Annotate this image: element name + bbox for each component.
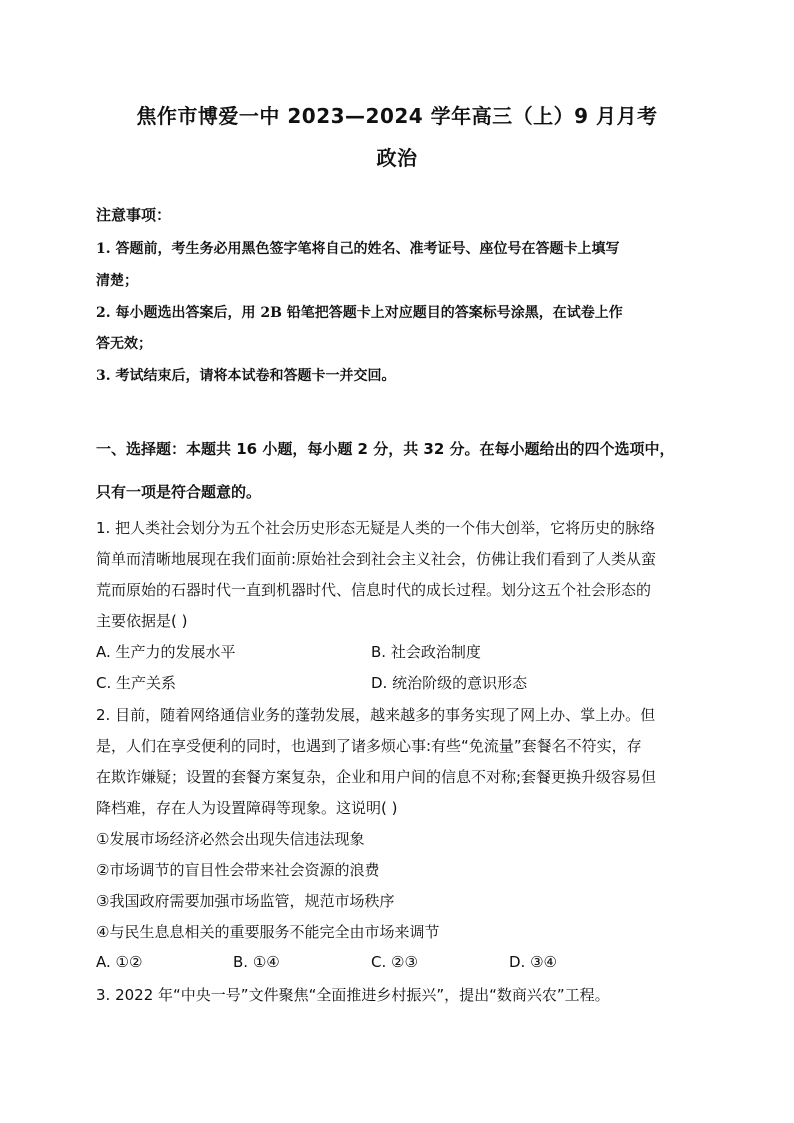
question-1-text: 简单而清晰地展现在我们面前:原始社会到社会主义社会，仿佛让我们看到了人类从蛮: [96, 550, 657, 568]
q1-option-c: C. 生产关系: [96, 674, 177, 692]
q2-statement: ①发展市场经济必然会出现失信违法现象: [96, 830, 365, 848]
q2-statement: ④与民生息息相关的重要服务不能完全由市场来调节: [96, 923, 440, 941]
question-2-text: 是，人们在享受便利的同时，也遇到了诸多烦心事:有些“免流量”套餐名不符实，存: [96, 737, 642, 755]
subject-title: 政治: [376, 146, 418, 170]
q2-option-c: C. ②③: [371, 953, 418, 971]
question-1-text: 主要依据是( ): [96, 612, 188, 630]
notice-line: 答无效；: [96, 336, 152, 352]
exam-title: 焦作市博爱一中 2023—2024 学年高三（上）9 月月考: [136, 104, 658, 128]
section-instructions: 一、选择题：本题共 16 小题，每小题 2 分，共 32 分。在每小题给出的四个选项中，: [96, 440, 675, 458]
q2-statement: ③我国政府需要加强市场监管，规范市场秩序: [96, 892, 395, 910]
notice-line: 清楚；: [96, 273, 138, 289]
q1-option-d: D. 统治阶级的意识形态: [371, 674, 528, 692]
q2-statement: ②市场调节的盲目性会带来社会资源的浪费: [96, 861, 380, 879]
question-2-text: 在欺诈嫌疑；设置的套餐方案复杂，企业和用户间的信息不对称;套餐更换升级容易但: [96, 768, 657, 786]
q1-option-b: B. 社会政治制度: [371, 643, 481, 661]
notice-line: 2. 每小题选出答案后，用 2B 铅笔把答题卡上对应题目的答案标号涂黑，在试卷上作: [96, 305, 623, 321]
question-2-text: 2. 目前，随着网络通信业务的蓬勃发展，越来越多的事务实现了网上办、掌上办。但: [96, 706, 656, 724]
notice-line: 3. 考试结束后，请将本试卷和答题卡一并交回。: [96, 368, 396, 384]
question-3-text: 3. 2022 年“中央一号”文件聚焦“全面推进乡村振兴”，提出“数商兴农”工程。: [96, 986, 610, 1004]
q1-option-a: A. 生产力的发展水平: [96, 643, 236, 661]
notice-line: 1. 答题前，考生务必用黑色签字笔将自己的姓名、准考证号、座位号在答题卡上填写: [96, 241, 620, 257]
question-1-text: 荒而原始的石器时代一直到机器时代、信息时代的成长过程。划分这五个社会形态的: [96, 581, 652, 599]
question-1-text: 1. 把人类社会划分为五个社会历史形态无疑是人类的一个伟大创举，它将历史的脉络: [96, 519, 656, 537]
notice-heading: 注意事项：: [96, 206, 172, 224]
question-2-text: 降档难，存在人为设置障碍等现象。这说明( ): [96, 799, 398, 817]
q2-option-b: B. ①④: [233, 953, 280, 971]
q2-option-d: D. ③④: [509, 953, 557, 971]
section-instructions: 只有一项是符合题意的。: [96, 483, 262, 501]
q2-option-a: A. ①②: [96, 953, 143, 971]
